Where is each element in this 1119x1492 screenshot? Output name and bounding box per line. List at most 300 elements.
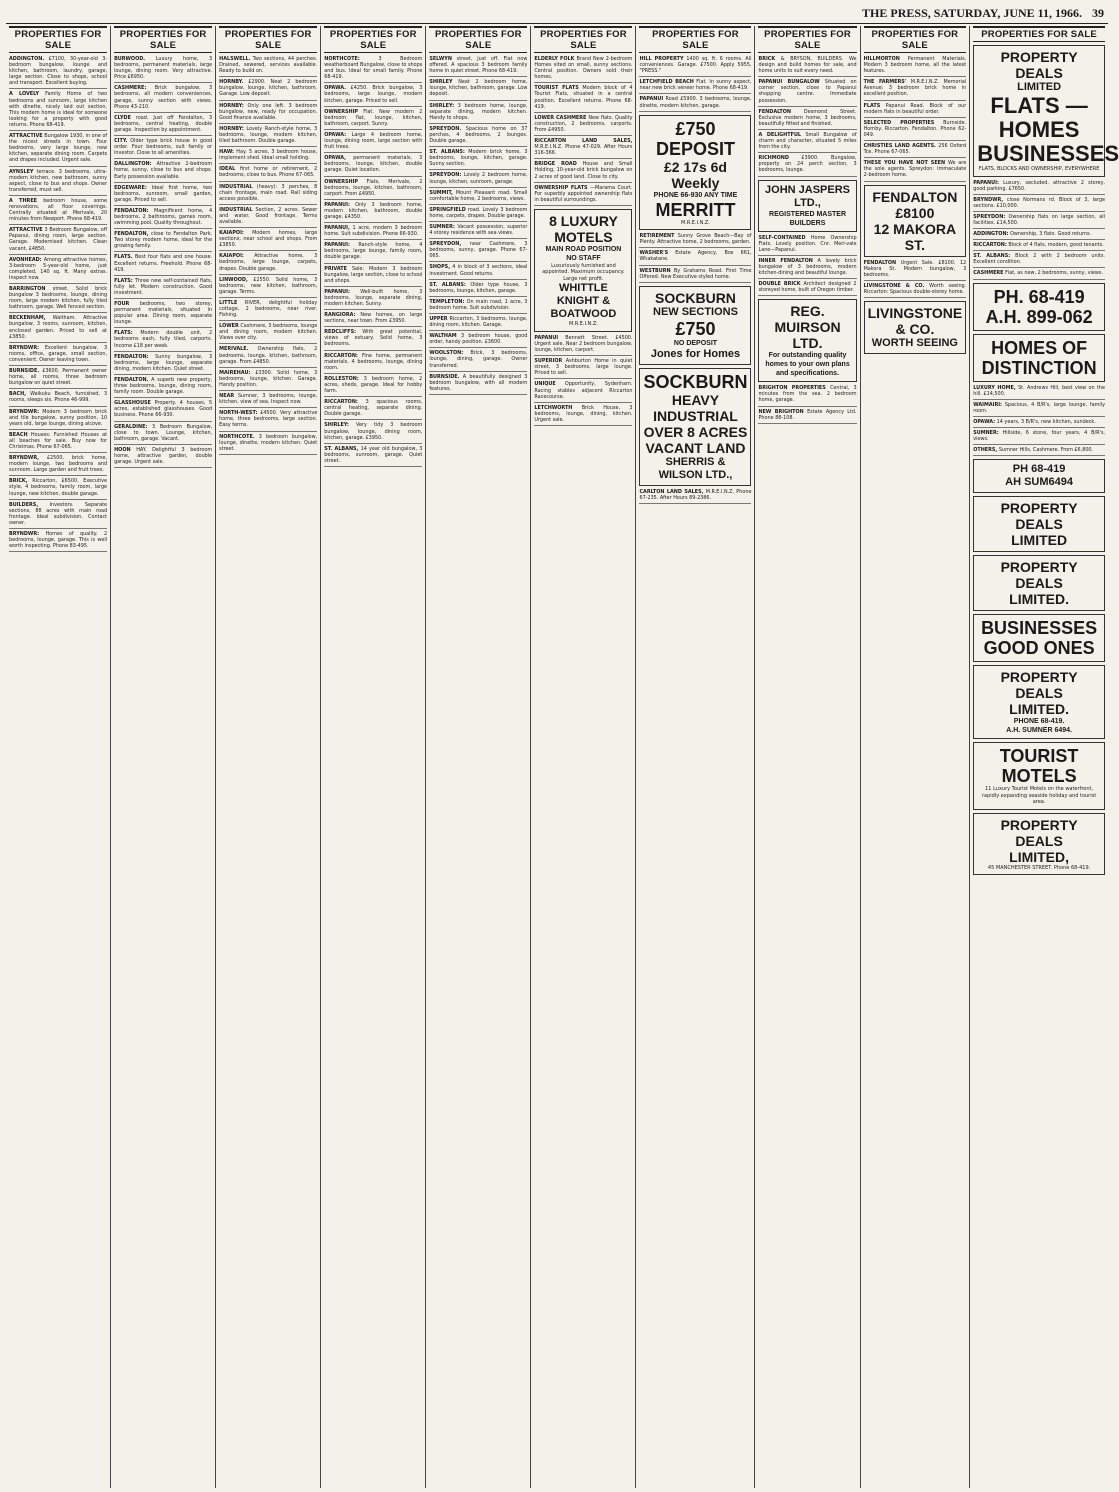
ad-text: (heavy): 3 perches, 8 chain frontage, main road. Rail siding access possible. bbox=[219, 183, 318, 202]
classified-ad bbox=[639, 96, 751, 108]
ad-divider bbox=[864, 297, 967, 298]
classified-ad bbox=[219, 410, 317, 428]
tm-s: 11 Luxury Tourist Motels on the waterfront, rapidly expanding seaside holiday and tourist area. bbox=[981, 786, 1097, 806]
classified-ad bbox=[973, 214, 1105, 226]
classified-ad bbox=[639, 489, 751, 501]
ad-lead: AYNSLEY bbox=[9, 168, 34, 175]
ad-text: Among attractive homes, 3-bedroom 5-year-old home, just completed, 140 sq. ft. Many extras. Inspect now. bbox=[9, 256, 108, 281]
ad-lead: ST. ALBANS: bbox=[429, 281, 466, 288]
classified-ad bbox=[324, 312, 422, 324]
ad-text: Ranch-style home, 4 bedrooms, large lounge, family room, double garage. bbox=[324, 242, 423, 261]
classified-ad bbox=[639, 268, 751, 280]
classified-ad bbox=[758, 79, 856, 103]
ad-divider bbox=[864, 117, 967, 118]
pd-s: FLATS, BLOCKS AND OWNERSHIP, EVERYWHERE bbox=[978, 166, 1100, 172]
ad-lead: BRYNDWR: bbox=[9, 344, 40, 351]
classified-ad bbox=[534, 405, 632, 423]
ad-lead: SUMNER: bbox=[429, 223, 455, 230]
classified-ad bbox=[429, 79, 527, 97]
ad-lead: ATTRACTIVE bbox=[9, 227, 43, 234]
classified-ad bbox=[114, 354, 212, 372]
businesses-ad bbox=[973, 614, 1105, 662]
sockburn-sections-ad bbox=[639, 286, 751, 365]
ad-lead: AVONHEAD: bbox=[9, 256, 42, 263]
classified-ad bbox=[429, 207, 527, 219]
pd-phone-ad-2 bbox=[973, 459, 1105, 493]
ad-text: Small Bungalow of charm and character, situated 5 miles from the city. bbox=[758, 131, 857, 151]
tm-l1: TOURIST bbox=[999, 746, 1079, 767]
classified-ad bbox=[429, 333, 527, 345]
ad-text: Worth seeing. Riccarton: Spacious double-storey home. bbox=[863, 282, 967, 295]
ad-divider bbox=[429, 371, 527, 372]
ad-lead: SPRINGFIELD bbox=[429, 206, 466, 213]
column-6 bbox=[531, 26, 636, 1488]
ad-text: Situated on corner section, close to Papanui shopping centre. Immediate possession. bbox=[758, 79, 857, 104]
ad-text: Ownership flats on large section, all facilities. £14,500. bbox=[973, 213, 1105, 226]
sockburn-title: SOCKBURN bbox=[655, 289, 736, 306]
ad-divider bbox=[324, 396, 422, 397]
ad-divider bbox=[324, 239, 422, 240]
pd2-l1: PH 68-419 bbox=[1012, 463, 1066, 476]
ad-lead: BRYNDWR, bbox=[9, 455, 40, 462]
ad-text: Estate Agency Ltd. Phone 88-108. bbox=[758, 408, 857, 421]
ad-text: By Grahams Road. First Time Offered. New Executive styled home. bbox=[639, 267, 752, 280]
ad-text: £2900. Neat 2 bedroom bungalow, lounge, kitchen, bathroom. Garage. Low deposit. bbox=[219, 79, 318, 98]
ad-lead: EDGEWARE: bbox=[114, 184, 147, 191]
classified-ad bbox=[639, 79, 751, 91]
ad-divider bbox=[9, 224, 107, 225]
pd5-l2: LIMITED. bbox=[1009, 701, 1070, 718]
ad-divider bbox=[219, 454, 317, 455]
ad-lead: NORTHCOTE: bbox=[324, 56, 360, 62]
ad-lead: SELECTED PROPERTIES bbox=[863, 119, 935, 126]
industrial-agent: SHERRIS & WILSON LTD., bbox=[658, 455, 733, 481]
ad-divider bbox=[219, 320, 317, 321]
ad-divider bbox=[324, 350, 422, 351]
ad-lead: OPAWA, bbox=[324, 155, 346, 162]
classified-ad bbox=[219, 346, 317, 364]
classified-ad bbox=[758, 235, 856, 253]
column-9 bbox=[861, 26, 971, 1488]
classified-ad bbox=[114, 161, 212, 179]
ad-lead: HILLMORTON bbox=[863, 56, 900, 62]
ad-divider bbox=[219, 250, 317, 251]
ad-lead: PAPANUI BUNGALOW bbox=[758, 79, 820, 86]
ad-text: Lovely Ranch-style home, 3 bedrooms, lounge, modern kitchen, tiled bathroom. Double garage. bbox=[219, 125, 318, 145]
column-header: PROPERTIES FOR SALE bbox=[114, 26, 212, 53]
ad-text: Older type house, 3 bedrooms, lounge, kitchen, garage. bbox=[429, 281, 528, 294]
ad-lead: RETIREMENT bbox=[639, 233, 675, 240]
ad-lead: OTHERS, bbox=[973, 447, 998, 454]
classified-ad bbox=[429, 56, 527, 74]
ad-lead: FENDALTON bbox=[863, 259, 897, 266]
page-number: 39 bbox=[1092, 6, 1104, 20]
classified-ad bbox=[114, 400, 212, 418]
ad-lead: ELDERLY FOLK bbox=[534, 56, 575, 62]
ad-lead: SPREYDON: bbox=[429, 172, 462, 179]
ad-divider bbox=[429, 76, 527, 77]
classified-ad bbox=[114, 185, 212, 203]
ad-text: £4250. Brick bungalow, 3 bedrooms, large lounge, modern kitchen, garage. Priced to sell. bbox=[324, 85, 423, 104]
classified-ad bbox=[758, 258, 856, 276]
classified-ad bbox=[219, 56, 317, 74]
ad-divider bbox=[219, 274, 317, 275]
classified-ad bbox=[219, 393, 317, 405]
column-3 bbox=[216, 26, 321, 1488]
ad-lead: SHIRLEY bbox=[429, 79, 453, 86]
ad-list-3 bbox=[639, 489, 751, 504]
ad-divider bbox=[534, 378, 632, 379]
ad-text: road. Lovely 3 bedroom home, carpets, drapes. Double garage. bbox=[429, 206, 528, 219]
classified-ad bbox=[324, 329, 422, 347]
column-header: PROPERTIES FOR SALE bbox=[639, 26, 751, 53]
classified-ad bbox=[324, 353, 422, 371]
ad-text: With great potential, views of estuary. Solid home, 3 bedrooms. bbox=[324, 329, 423, 348]
livingstone-sub: WORTH SEEING bbox=[871, 336, 958, 349]
ad-lead: LETCHFIELD BEACH bbox=[639, 79, 694, 86]
ad-lead: LUXURY HOME, bbox=[973, 384, 1016, 391]
classified-ad bbox=[973, 385, 1105, 397]
ad-text: 3 bedroom home, 2 acres, sheds, garage. Ideal for hobby farm. bbox=[324, 375, 423, 395]
classified-ad bbox=[219, 103, 317, 121]
ad-lead: BECKENHAM, bbox=[9, 315, 46, 322]
ad-divider bbox=[9, 283, 107, 284]
ad-text: 3 Bedroom weatherboard Bungalow, close to shops and bus. Ideal for small family. Phone 68-419. bbox=[324, 56, 423, 81]
classified-ad bbox=[9, 345, 107, 363]
ad-divider bbox=[114, 228, 212, 229]
classified-ad bbox=[973, 419, 1105, 425]
pd6-s: 45 MANCHESTER STREET. Phone 68-419. bbox=[987, 864, 1091, 871]
ad-lead: KAIAPOI: bbox=[219, 253, 244, 260]
classified-ad bbox=[324, 179, 422, 197]
motels-display-ad bbox=[534, 209, 632, 332]
ad-divider bbox=[219, 367, 317, 368]
ad-lead: A LOVELY bbox=[9, 91, 39, 98]
ad-divider bbox=[973, 239, 1105, 240]
classified-ad bbox=[114, 85, 212, 109]
ad-divider bbox=[639, 76, 751, 77]
ad-lead: A DELIGHTFUL bbox=[758, 131, 802, 138]
classified-ad bbox=[973, 253, 1105, 265]
ad-text: Riccarton, 3 bedrooms, lounge, dining room, kitchen. Garage. bbox=[429, 316, 528, 329]
ad-lead: SHIRLEY: bbox=[324, 422, 349, 429]
ad-lead: BEACH bbox=[9, 431, 28, 438]
ad-text: Modern homes, large sections, near school and shops. From £3850. bbox=[219, 230, 318, 249]
ad-text: Waltham. Attractive bungalow, 3 rooms, sunroom, kitchen, enclosed garden. Priced to sell at £3850. bbox=[9, 315, 108, 340]
classified-ad bbox=[864, 260, 967, 278]
ad-text: Brand New 2-bedroom Homes sited on small, sunny sections. Central position. Owners sold their homes. bbox=[534, 56, 633, 81]
ad-text: Ideal first home, two bedrooms, sunroom, small garden, garage. Priced to sell. bbox=[114, 184, 213, 203]
classified-ad bbox=[114, 278, 212, 296]
ad-lead: PAPANUI: bbox=[973, 179, 999, 186]
ad-divider bbox=[9, 429, 107, 430]
ad-text: Flats, Merivale, 2 bedrooms, lounge, kitchen, bathroom, carport. From £4950. bbox=[324, 178, 423, 197]
ad-text: House and Small Holding, 10-year-old brick bungalow on 2 acres of good land. Close to city. bbox=[534, 161, 633, 180]
ad-divider bbox=[9, 254, 107, 255]
ad-divider bbox=[973, 211, 1105, 212]
ad-divider bbox=[9, 528, 107, 529]
ad-text: Large 4 bedroom home, lounge, dining room, large section with fruit trees. bbox=[324, 131, 423, 151]
ad-lead: PAPANUI: bbox=[324, 288, 350, 295]
column-1 bbox=[6, 26, 111, 1488]
ad-lead: RICCARTON: bbox=[324, 399, 358, 406]
ad-divider bbox=[114, 327, 212, 328]
ad-list bbox=[324, 56, 422, 467]
ad-divider bbox=[324, 152, 422, 153]
ad-text: Waikuku Beach, furnished, 3 rooms, sleeps six. Phone 46-999. bbox=[9, 391, 108, 404]
ad-text: Luxury home, 3 bedrooms, permanent materials, large lounge, dining room. Very attractive. Price £6950. bbox=[114, 56, 213, 81]
ad-text: Excellent bungalow, 3 rooms, office, garage, small section, convenient. Owner leaving town. bbox=[9, 344, 108, 363]
ad-divider bbox=[219, 297, 317, 298]
classified-ad bbox=[219, 166, 317, 178]
fendalton-title: FENDALTON bbox=[872, 188, 958, 205]
tm-l2: MOTELS bbox=[1001, 766, 1077, 787]
ad-lead: PAPANUI bbox=[534, 334, 559, 341]
ad-divider bbox=[9, 388, 107, 389]
ad-lead: WASHER'S bbox=[639, 250, 669, 257]
classified-ad bbox=[114, 138, 212, 156]
ad-divider bbox=[9, 452, 107, 453]
ad-text: Flat. New modern 2 bedroom flat, lounge, kitchen, bathroom, carport. Sunny. bbox=[324, 108, 423, 127]
ad-list bbox=[864, 56, 967, 182]
ad-divider bbox=[219, 76, 317, 77]
classified-ad bbox=[324, 399, 422, 417]
ad-text: 3 bedroom home, lounge, separate dining, modern kitchen. Handy to shops. bbox=[429, 102, 528, 121]
pd3-l2: LIMITED bbox=[1011, 532, 1068, 549]
ad-lead: THE FARMERS' bbox=[863, 79, 907, 86]
classified-ad bbox=[758, 409, 856, 421]
ad-divider bbox=[9, 342, 107, 343]
classified-ad bbox=[429, 282, 527, 294]
ad-text: M.R.E.I.N.Z. Memorial Avenue: 3 bedroom brick home in excellent position. bbox=[863, 79, 967, 98]
ad-divider bbox=[324, 82, 422, 83]
ad-divider bbox=[9, 475, 107, 476]
classified-ad bbox=[639, 233, 751, 245]
classified-ad bbox=[973, 430, 1105, 442]
ad-text: £4500. Very attractive home, three bedrooms, large section. Easy terms. bbox=[219, 410, 318, 429]
classified-ad bbox=[324, 155, 422, 173]
classified-ad bbox=[9, 198, 107, 222]
ad-divider bbox=[864, 280, 967, 281]
ad-list-3 bbox=[758, 385, 856, 423]
ad-divider bbox=[324, 419, 422, 420]
ad-lead: BURWOOD. bbox=[114, 56, 146, 62]
ad-divider bbox=[324, 286, 422, 287]
ad-lead: LOWER CASHMERE bbox=[534, 114, 587, 121]
classified-ad bbox=[973, 180, 1105, 192]
ad-list-2 bbox=[758, 235, 856, 297]
ad-lead: INNER FENDALTON bbox=[758, 257, 813, 264]
ad-text: Brick bungalow, 3 bedrooms, all modern conveniences, garage, sunny section with views. Phone 43-210. bbox=[114, 85, 213, 110]
classified-ad bbox=[9, 391, 107, 403]
ad-divider bbox=[114, 205, 212, 206]
ad-text: Fine home, permanent materials. 4 bedrooms, lounge, dining room. bbox=[324, 352, 423, 371]
ad-lead: INDUSTRIAL bbox=[219, 206, 253, 213]
ad-text: 256 Oxford Tce. Phone 67-065. bbox=[863, 143, 967, 156]
ad-text: Family Home of two bedrooms and sunroom, large kitchen with dinette, nicely laid out section. This modern home is ideal for someone looking for a property with good returns. Phone 68-419. bbox=[9, 91, 108, 128]
ad-text: Well-built home, 3 bedrooms, lounge, separate dining, modern kitchen. Sunny. bbox=[324, 288, 423, 307]
ad-divider bbox=[758, 76, 856, 77]
ad-text: Modern block of 4 Tourist Flats, situated in a central position. Excellent returns. Phone 68-419. bbox=[534, 85, 633, 110]
ad-lead: SPREYDON, bbox=[429, 241, 462, 248]
ad-text: £2500, brick home, modern lounge, two bedrooms and sunroom. Large garden and fruit trees. bbox=[9, 455, 108, 474]
hd-l1: HOMES OF bbox=[991, 337, 1088, 358]
ad-text: Sumner, 3 bedrooms, lounge, kitchen, view of sea. Inspect now. bbox=[219, 393, 318, 406]
classified-ad bbox=[534, 185, 632, 203]
classified-ad bbox=[324, 376, 422, 394]
ad-lead: CLYDE bbox=[114, 114, 131, 121]
ad-divider bbox=[324, 106, 422, 107]
ad-list-2 bbox=[534, 335, 632, 426]
ad-divider bbox=[758, 176, 856, 177]
ad-text: Sumner Hills, Cashmere. From £6,800. bbox=[998, 447, 1094, 454]
ad-divider bbox=[114, 135, 212, 136]
ad-lead: TEMPLETON: bbox=[429, 298, 465, 305]
sockburn-note: NO DEPOSIT bbox=[673, 339, 718, 347]
classified-ad bbox=[534, 115, 632, 133]
ad-text: Older type brick house in good order. Four bedrooms, suit family or investor. Close to all amenities. bbox=[114, 138, 213, 157]
classified-ad bbox=[973, 231, 1105, 237]
ad-lead: ADDINGTON: bbox=[973, 231, 1009, 238]
ad-text: Very tidy 3 bedroom bungalow, lounge, dining room, kitchen, garage. £3950. bbox=[324, 422, 423, 441]
ad-lead: NEAR bbox=[219, 393, 235, 400]
classified-ad bbox=[864, 103, 967, 115]
ad-lead: FENDALTON, bbox=[114, 231, 149, 238]
ad-lead: OPAWA. bbox=[324, 85, 346, 92]
motels-title: 8 LUXURY MOTELS bbox=[549, 212, 618, 245]
ad-lead: RICCARTON: bbox=[973, 242, 1007, 249]
classified-ad bbox=[9, 531, 107, 549]
ad-text: Magnificent home, 4 bedrooms, 2 bathrooms, games room, swimming pool. Quality throughout. bbox=[114, 207, 213, 227]
ad-lead: LITTLE bbox=[219, 299, 238, 306]
ad-text: close Normans rd. Block of 3, large sections. £10,000. bbox=[973, 196, 1105, 209]
ad-text: Modern double unit, 2 bedrooms each, fully tiled, carports. Income £18 per week. bbox=[114, 330, 213, 349]
livingstone-title: LIVINGSTONE & CO. bbox=[867, 304, 963, 337]
ad-list bbox=[973, 180, 1105, 280]
ad-list-2 bbox=[639, 233, 751, 283]
classified-ad bbox=[534, 335, 632, 353]
classified-ad bbox=[429, 299, 527, 311]
ad-divider bbox=[864, 157, 967, 158]
ad-lead: ST. ALBANS, bbox=[324, 445, 359, 452]
ad-divider bbox=[9, 195, 107, 196]
ad-text: Sunny Grove Beach—Bay of Plenty. Attractive home, 2 bedrooms, garden. bbox=[639, 233, 752, 246]
ad-lead: RICCARTON LAND SALES, bbox=[534, 138, 633, 145]
ad-divider bbox=[219, 407, 317, 408]
classified-ad bbox=[219, 370, 317, 388]
column-header: PROPERTIES FOR SALE bbox=[429, 26, 527, 53]
classified-ad bbox=[973, 242, 1105, 248]
ad-divider bbox=[324, 222, 422, 223]
ad-divider bbox=[114, 275, 212, 276]
pd2-l2: AH SUM6494 bbox=[1005, 476, 1074, 489]
ad-text: M.R.E.I.N.Z. Phone 67-235. After Hours 89-2386. bbox=[639, 488, 752, 501]
muirson-sub: For outstanding quality homes to your own plans and specifications. bbox=[765, 352, 850, 378]
pd-phone: PH. 68-419 bbox=[993, 286, 1085, 307]
ad-text: Block 2 with 2 bedroom units. Excellent condition. bbox=[973, 253, 1105, 266]
ad-list bbox=[429, 56, 527, 395]
masthead-title: THE PRESS, SATURDAY, JUNE 11, 1966. bbox=[862, 6, 1082, 20]
ad-divider bbox=[324, 373, 422, 374]
ad-text: Best four flats and one house. Excellent returns. Freehold. Phone 68-419. bbox=[114, 254, 213, 273]
ad-text: 1 acre, modern 3 bedroom home. Suit subdivision. Phone 66-930. bbox=[324, 225, 423, 238]
ad-divider bbox=[429, 123, 527, 124]
ad-text: Estate Agency, Box 661, Whakatane. bbox=[639, 250, 752, 263]
ad-lead: FENDALTON: bbox=[114, 353, 149, 360]
classified-ad bbox=[9, 432, 107, 450]
ad-text: 3 bedroom house, good order, handy position. £3600. bbox=[429, 333, 528, 346]
classified-ad bbox=[219, 207, 317, 225]
industrial-sub: HEAVY INDUSTRIAL bbox=[653, 391, 738, 424]
ad-text: £3300. Solid home, 3 bedrooms, lounge, kitchen. Garage. Handy position. bbox=[219, 369, 318, 388]
ad-divider bbox=[114, 467, 212, 468]
motels-line2: MAIN ROAD POSITION bbox=[545, 245, 622, 253]
classified-ad bbox=[219, 126, 317, 144]
ad-text: Luxury, secluded, attractive 2 storey, good parking. £7650. bbox=[973, 179, 1105, 192]
ad-text: Two sections, 44 perches. Drained, sewered, services available. Ready to build on. bbox=[219, 56, 318, 75]
ad-divider bbox=[219, 123, 317, 124]
classified-ad bbox=[114, 115, 212, 133]
classified-ad bbox=[219, 253, 317, 271]
classified-ad bbox=[429, 149, 527, 167]
column-4 bbox=[321, 26, 426, 1488]
ad-text: Spacious home on 37 perches, 4 bedrooms, 2 lounges. Double garage. bbox=[429, 125, 528, 145]
classified-ad bbox=[324, 85, 422, 103]
ad-divider bbox=[324, 176, 422, 177]
pd-ad-4 bbox=[973, 555, 1105, 611]
deposit-agent-sub: M.R.E.I.N.Z. bbox=[681, 219, 710, 226]
ad-divider bbox=[639, 265, 751, 266]
ad-text: 3 spacious rooms, central heating, separate dining. Double garage. bbox=[324, 399, 423, 418]
sockburn-industrial-ad bbox=[639, 368, 751, 486]
ad-text: Modern 3 bedroom brick and tile bungalow, sunny position, 10 years old, large lounge, dining alcove. bbox=[9, 408, 108, 427]
ad-text: A superb new property, three bedrooms, lounge, dining room, family room. Double garage. bbox=[114, 376, 213, 396]
ad-lead: HOON bbox=[114, 446, 131, 453]
ad-lead: HALSWELL. bbox=[219, 56, 251, 62]
ad-list bbox=[639, 56, 751, 112]
ad-divider bbox=[429, 330, 527, 331]
ad-text: close to Fendalton Park. Two storey modern home, ideal for the growing family. bbox=[114, 231, 213, 250]
ad-lead: LETCHWORTH bbox=[534, 404, 573, 411]
ad-text: Only 3 bedroom home, modern kitchen, bathroom, double garage. £4350. bbox=[324, 201, 423, 220]
classified-ad bbox=[114, 424, 212, 442]
ad-lead: CARLTON LAND SALES, bbox=[639, 488, 704, 495]
ad-divider bbox=[324, 309, 422, 310]
ad-divider bbox=[219, 181, 317, 182]
ad-text: On main road, 1 acre, 3 bedroom home. Suit subdivision. bbox=[429, 298, 528, 311]
ad-text: permanent materials, 3 bedrooms, lounge, kitchen, double garage. Quiet location. bbox=[324, 155, 423, 174]
column-header: PROPERTIES FOR SALE bbox=[324, 26, 422, 53]
ad-lead: BACH, bbox=[9, 391, 27, 398]
ad-text: Bennett Street. £4500. Urgent sale. Near 2 bedroom bungalow, lounge, kitchen, carport. bbox=[534, 334, 633, 354]
classified-ad bbox=[534, 358, 632, 376]
ad-divider bbox=[429, 146, 527, 147]
ad-divider bbox=[534, 402, 632, 403]
pd6-l1: PROPERTY DEALS bbox=[1000, 816, 1078, 849]
ad-lead: FLATS. bbox=[114, 254, 133, 261]
ad-text: Investors. Separate sections, 88 acres with main road frontage. Ideal subdivision. Contact owner. bbox=[9, 501, 108, 526]
ad-lead: LINWOOD, bbox=[219, 276, 248, 283]
ad-text: Three new self-contained flats, fully let. Modern construction. Good investment. bbox=[114, 277, 213, 296]
ad-divider bbox=[864, 100, 967, 101]
classified-ad bbox=[534, 161, 632, 179]
ad-lead: PAPANUI, bbox=[324, 225, 350, 232]
ad-text: Neat 2 bedroom home, lounge, kitchen, bathroom, garage. Low deposit. bbox=[429, 79, 528, 98]
ad-text: bedrooms, two storey, permanent materials, situated in popular area. Dining room, separate lounge. bbox=[114, 301, 213, 326]
ad-lead: OPAWA: bbox=[324, 131, 347, 138]
ad-text: A lovely brick bungalow of 3 bedrooms, modern kitchen-dining and beautiful lounge. bbox=[758, 257, 857, 276]
ad-text: £7100, 30-year-old 3-bedroom bungalow, lounge and kitchen, bathroom, laundry, garage, large section. Close to shops, school and transport. Excellent buying. bbox=[9, 56, 108, 87]
